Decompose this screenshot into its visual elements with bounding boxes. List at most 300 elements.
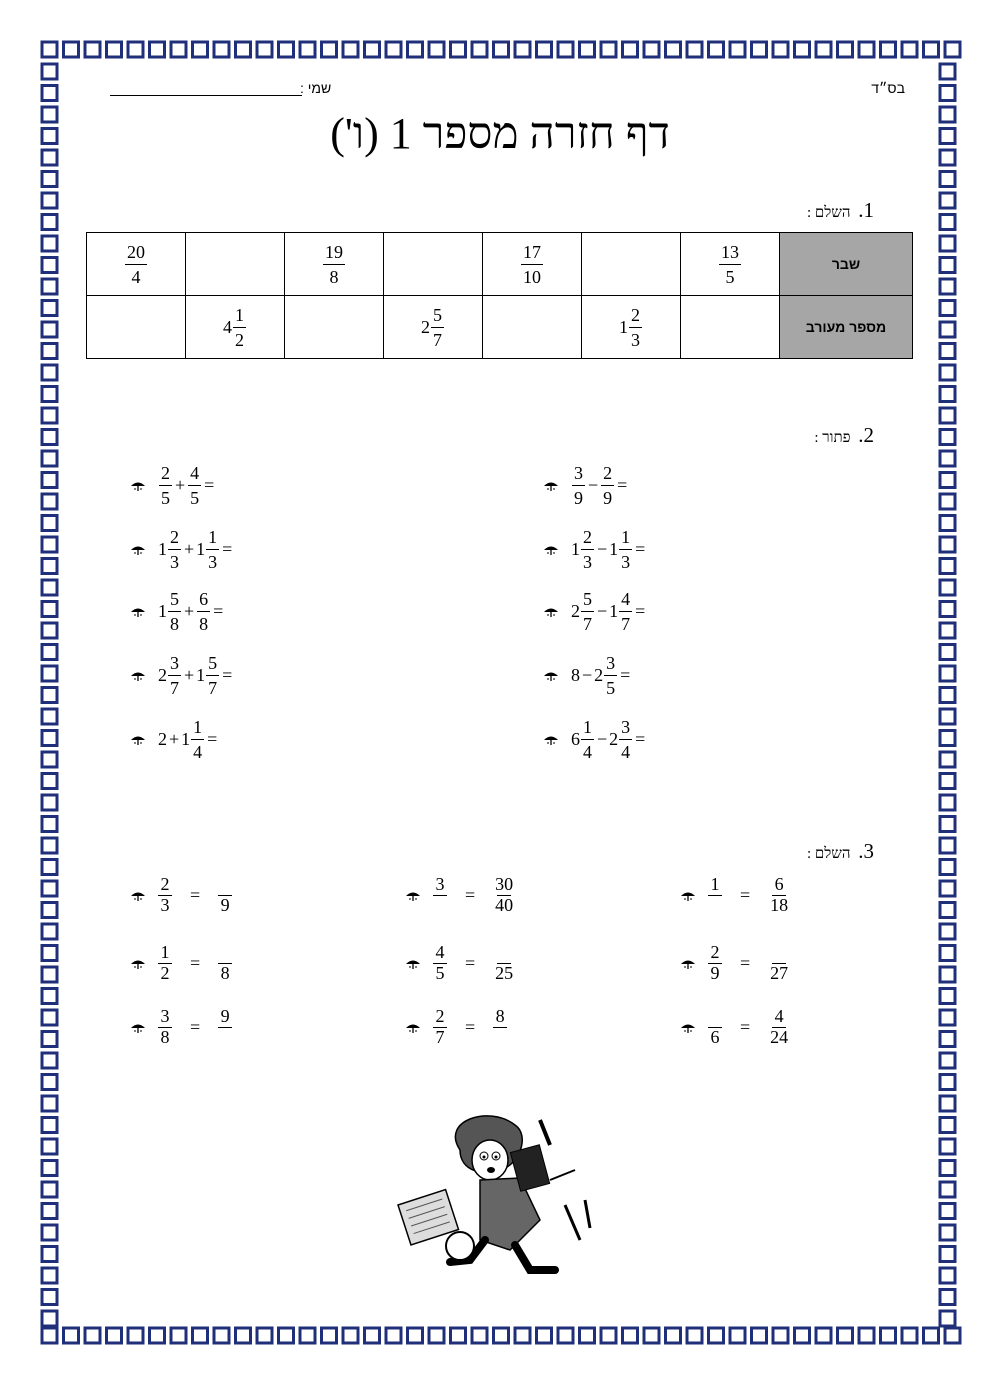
border-tile	[107, 1328, 122, 1343]
whole-number: 2	[158, 729, 167, 749]
equivalence-exercise	[405, 1007, 507, 1048]
exercise-right	[543, 590, 647, 633]
whole-number: 1	[609, 601, 619, 621]
operator: +	[184, 665, 195, 685]
answer-cell-fraction[interactable]	[186, 233, 285, 296]
border-tile	[451, 1328, 466, 1343]
border-tile	[940, 473, 955, 488]
denominator: 7	[170, 678, 179, 698]
denominator: 7	[435, 1027, 445, 1047]
fraction	[233, 306, 246, 349]
border-tile	[171, 1328, 186, 1343]
equals-sign: =	[740, 885, 751, 905]
border-tile	[472, 1328, 487, 1343]
whole-number: 2	[571, 601, 580, 621]
exercise-expression	[571, 654, 632, 697]
border-tile	[940, 623, 955, 638]
border-tile	[408, 42, 423, 57]
fraction	[188, 464, 201, 507]
denominator: 18	[770, 895, 789, 915]
border-tile	[940, 1010, 955, 1025]
border-tile	[42, 408, 57, 423]
numerator: 17	[523, 241, 541, 262]
section2-number: 2.	[858, 423, 874, 447]
border-tile	[42, 838, 57, 853]
denominator: 8	[170, 614, 179, 634]
border-tile	[687, 42, 702, 57]
besd-mark: בס״ד	[871, 80, 905, 96]
blank-numerator[interactable]	[502, 943, 506, 963]
denominator: 9	[603, 488, 613, 508]
row-header-fraction: שבר	[780, 233, 913, 296]
fraction	[125, 243, 147, 286]
denominator: 40	[495, 895, 514, 915]
border-tile	[42, 559, 57, 574]
denominator: 3	[621, 552, 631, 572]
fraction	[768, 943, 790, 984]
fraction	[168, 654, 181, 697]
numerator: 5	[583, 589, 592, 609]
border-tile	[42, 215, 57, 230]
border-tile	[940, 1075, 955, 1090]
border-tile	[42, 344, 57, 359]
border-tile	[494, 1328, 509, 1343]
umbrella-bullet-icon	[130, 544, 146, 556]
border-tile	[42, 387, 57, 402]
border-tile	[940, 301, 955, 316]
border-tile	[940, 387, 955, 402]
border-tile	[42, 881, 57, 896]
border-tile	[940, 1139, 955, 1154]
exercise-expression	[158, 718, 219, 761]
mixed-number	[421, 306, 445, 349]
border-tile	[940, 559, 955, 574]
blank-numerator[interactable]	[777, 943, 781, 963]
denominator: 4	[131, 266, 141, 287]
denominator: 3	[170, 552, 179, 572]
border-tile	[902, 1328, 917, 1343]
border-tile	[515, 1328, 530, 1343]
umbrella-bullet-icon	[130, 480, 146, 492]
denominator: 5	[606, 678, 616, 698]
border-tile	[42, 516, 57, 531]
border-tile	[752, 42, 767, 57]
numerator: 1	[208, 527, 218, 547]
umbrella-bullet-icon	[130, 734, 146, 746]
equals-sign: =	[190, 953, 201, 973]
operator: +	[184, 539, 195, 559]
border-tile	[558, 42, 573, 57]
border-tile	[940, 1290, 955, 1305]
fraction	[218, 943, 232, 984]
border-tile	[429, 42, 444, 57]
border-tile	[42, 580, 57, 595]
blank-numerator[interactable]	[223, 875, 227, 895]
border-tile	[773, 1328, 788, 1343]
border-tile	[42, 817, 57, 832]
numerator: 5	[170, 589, 179, 609]
border-tile	[322, 1328, 337, 1343]
equivalence-exercise	[680, 943, 790, 984]
border-tile	[558, 1328, 573, 1343]
border-tile	[236, 1328, 251, 1343]
border-tile	[623, 1328, 638, 1343]
fraction	[629, 306, 642, 349]
umbrella-bullet-icon	[680, 958, 696, 970]
border-tile	[42, 1075, 57, 1090]
denominator: 25	[495, 963, 514, 983]
denominator: 8	[220, 963, 230, 983]
border-tile	[128, 1328, 143, 1343]
border-tile	[940, 1225, 955, 1240]
whole-number: 6	[571, 729, 580, 749]
answer-cell-mixed[interactable]	[483, 296, 582, 359]
border-tile	[42, 795, 57, 810]
border-tile	[940, 1096, 955, 1111]
border-tile	[940, 451, 955, 466]
numerator: 4	[435, 942, 445, 962]
numerator: 4	[621, 589, 631, 609]
denominator: 4	[193, 742, 203, 762]
border-tile	[42, 1328, 57, 1343]
denominator: 9	[710, 963, 720, 983]
exercise-expression	[158, 528, 234, 571]
whole-number: 2	[158, 665, 167, 685]
umbrella-bullet-icon	[680, 1022, 696, 1034]
border-tile	[940, 946, 955, 961]
border-tile	[42, 602, 57, 617]
border-tile	[42, 322, 57, 337]
blank-denominator[interactable]	[498, 1028, 502, 1048]
numerator: 2	[631, 304, 640, 325]
fraction	[601, 464, 614, 507]
border-tile	[859, 42, 874, 57]
border-tile	[42, 1096, 57, 1111]
border-tile	[924, 42, 939, 57]
denominator: 7	[208, 678, 218, 698]
border-tile	[386, 42, 401, 57]
border-tile	[42, 774, 57, 789]
border-tile	[42, 1053, 57, 1068]
section3-instruction: השלם :	[806, 846, 851, 862]
equivalence-exercise	[130, 943, 232, 984]
equals-sign: =	[190, 1017, 201, 1037]
border-tile	[64, 1328, 79, 1343]
section1-number: 1.	[858, 198, 874, 222]
umbrella-bullet-icon	[130, 890, 146, 902]
fraction-cell	[483, 233, 582, 296]
numerator: 1	[160, 942, 170, 962]
border-tile	[42, 1182, 57, 1197]
border-tile	[42, 1032, 57, 1047]
denominator: 5	[435, 963, 445, 983]
border-tile	[580, 1328, 595, 1343]
exercise-left	[130, 718, 219, 761]
numerator: 4	[190, 463, 200, 483]
border-tile	[940, 967, 955, 982]
umbrella-bullet-icon	[130, 670, 146, 682]
numerator: 30	[495, 874, 514, 894]
border-tile	[838, 42, 853, 57]
numerator: 9	[220, 1006, 230, 1026]
border-tile	[42, 1247, 57, 1262]
border-tile	[940, 709, 955, 724]
fraction	[619, 718, 632, 761]
denominator: 27	[770, 963, 789, 983]
fraction	[197, 590, 210, 633]
fraction	[158, 1007, 172, 1048]
answer-cell-fraction[interactable]	[384, 233, 483, 296]
fraction	[168, 590, 181, 633]
answer-cell-mixed[interactable]	[87, 296, 186, 359]
border-tile	[752, 1328, 767, 1343]
fraction	[768, 1007, 790, 1048]
border-tile	[42, 666, 57, 681]
border-tile	[940, 838, 955, 853]
equals-sign: =	[740, 953, 751, 973]
border-tile	[838, 1328, 853, 1343]
blank-denominator[interactable]	[223, 1028, 227, 1048]
numerator: 3	[621, 717, 631, 737]
border-tile	[85, 42, 100, 57]
umbrella-bullet-icon	[543, 606, 559, 618]
fraction	[218, 875, 232, 916]
numerator: 1	[235, 304, 244, 325]
border-tile	[193, 1328, 208, 1343]
equivalence-exercise	[680, 875, 790, 916]
fraction	[581, 528, 594, 571]
exercise-expression	[158, 590, 225, 633]
whole-number: 1	[619, 316, 628, 337]
exercise-expression	[571, 528, 647, 571]
answer-cell-mixed[interactable]	[285, 296, 384, 359]
fraction	[604, 654, 617, 697]
border-tile	[601, 1328, 616, 1343]
border-tile	[64, 42, 79, 57]
border-tile	[940, 1311, 955, 1326]
border-tile	[816, 42, 831, 57]
border-tile	[816, 1328, 831, 1343]
operator: =	[222, 539, 233, 559]
numerator: 5	[433, 304, 442, 325]
border-tile	[42, 946, 57, 961]
whole-number: 1	[158, 601, 167, 621]
fraction-cell	[87, 233, 186, 296]
border-tile	[666, 42, 681, 57]
border-tile	[279, 42, 294, 57]
border-tile	[42, 451, 57, 466]
numerator: 2	[435, 1006, 445, 1026]
border-tile	[42, 1204, 57, 1219]
numerator: 2	[160, 874, 170, 894]
operator: =	[635, 729, 646, 749]
equivalence-exercise	[130, 1007, 232, 1048]
operator: −	[597, 729, 608, 749]
fraction	[158, 875, 172, 916]
name-line[interactable]	[110, 95, 302, 96]
border-tile	[42, 430, 57, 445]
fraction	[521, 243, 543, 286]
denominator: 3	[160, 895, 170, 915]
fraction	[206, 528, 219, 571]
border-tile	[42, 1010, 57, 1025]
numerator: 3	[160, 1006, 170, 1026]
border-tile	[940, 924, 955, 939]
border-tile	[214, 42, 229, 57]
border-tile	[42, 365, 57, 380]
equals-sign: =	[465, 885, 476, 905]
operator: +	[175, 475, 186, 495]
border-tile	[644, 42, 659, 57]
border-tile	[408, 1328, 423, 1343]
border-tile	[42, 623, 57, 638]
blank-numerator[interactable]	[223, 943, 227, 963]
equivalence-exercise	[405, 943, 515, 984]
equivalence-exercise	[680, 1007, 790, 1048]
fraction	[708, 1007, 722, 1048]
table-row-mixed	[87, 296, 913, 359]
fraction	[431, 306, 444, 349]
numerator: 1	[193, 717, 203, 737]
numerator: 2	[710, 942, 720, 962]
border-tile	[709, 1328, 724, 1343]
border-tile	[940, 236, 955, 251]
operator: =	[204, 475, 215, 495]
border-tile	[709, 42, 724, 57]
border-tile	[940, 1182, 955, 1197]
fraction-cell	[285, 233, 384, 296]
border-tile	[940, 1161, 955, 1176]
border-tile	[795, 42, 810, 57]
border-tile	[537, 42, 552, 57]
border-tile	[42, 258, 57, 273]
border-tile	[236, 42, 251, 57]
border-tile	[940, 1118, 955, 1133]
denominator: 2	[160, 963, 170, 983]
section1-heading	[807, 198, 874, 223]
border-tile	[42, 1139, 57, 1154]
umbrella-bullet-icon	[130, 606, 146, 618]
fraction	[168, 528, 181, 571]
denominator: 5	[161, 488, 170, 508]
border-tile	[42, 279, 57, 294]
umbrella-bullet-icon	[130, 958, 146, 970]
umbrella-bullet-icon	[543, 734, 559, 746]
whole-number: 2	[421, 316, 430, 337]
blank-denominator[interactable]	[713, 896, 717, 916]
fraction	[433, 1007, 447, 1048]
border-tile	[42, 1311, 57, 1326]
fraction	[708, 875, 722, 916]
numerator: 2	[170, 527, 179, 547]
border-tile	[42, 64, 57, 79]
border-tile	[940, 731, 955, 746]
border-tile	[42, 537, 57, 552]
border-tile	[150, 1328, 165, 1343]
border-tile	[940, 516, 955, 531]
exercise-left	[130, 654, 234, 697]
denominator: 10	[523, 266, 541, 287]
exercise-right	[543, 654, 632, 697]
operator: =	[213, 601, 224, 621]
operator: −	[588, 475, 599, 495]
fraction	[433, 943, 447, 984]
border-tile	[42, 1161, 57, 1176]
equals-sign: =	[465, 1017, 476, 1037]
exercise-left	[130, 528, 234, 571]
numerator: 2	[603, 463, 613, 483]
border-tile	[42, 42, 57, 57]
border-tile	[472, 42, 487, 57]
section3-heading	[807, 839, 874, 864]
fraction	[619, 528, 632, 571]
fraction	[493, 943, 515, 984]
border-tile	[940, 258, 955, 273]
fraction	[493, 1007, 507, 1048]
numerator: 20	[127, 241, 145, 262]
exercise-left	[130, 590, 225, 633]
border-tile	[940, 989, 955, 1004]
border-tile	[940, 1204, 955, 1219]
denominator: 3	[583, 552, 592, 572]
equals-sign: =	[465, 953, 476, 973]
border-tile	[386, 1328, 401, 1343]
section2-heading	[814, 423, 874, 448]
border-tile	[128, 42, 143, 57]
border-tile	[940, 752, 955, 767]
mixed-number	[619, 306, 643, 349]
operator: =	[617, 475, 628, 495]
border-tile	[42, 86, 57, 101]
blank-numerator[interactable]	[713, 1007, 717, 1027]
border-tile	[940, 1268, 955, 1283]
border-tile	[940, 408, 955, 423]
denominator: 2	[235, 329, 244, 350]
numerator: 3	[435, 874, 445, 894]
border-tile	[859, 1328, 874, 1343]
umbrella-bullet-icon	[405, 1022, 421, 1034]
border-tile	[940, 881, 955, 896]
border-tile	[429, 1328, 444, 1343]
operator: =	[635, 539, 646, 559]
exercise-expression	[571, 464, 629, 507]
border-tile	[940, 172, 955, 187]
border-tile	[257, 42, 272, 57]
answer-cell-fraction[interactable]	[582, 233, 681, 296]
mixed-number-cell	[186, 296, 285, 359]
mixed-number-cell	[384, 296, 483, 359]
border-tile	[940, 860, 955, 875]
border-tile	[150, 42, 165, 57]
border-tile	[623, 42, 638, 57]
denominator: 3	[631, 329, 640, 350]
border-tile	[940, 344, 955, 359]
umbrella-bullet-icon	[405, 958, 421, 970]
border-tile	[881, 42, 896, 57]
border-tile	[42, 924, 57, 939]
operator: −	[597, 601, 608, 621]
border-tile	[42, 193, 57, 208]
numerator: 2	[161, 463, 170, 483]
answer-cell-mixed[interactable]	[681, 296, 780, 359]
border-tile	[42, 860, 57, 875]
exercise-expression	[571, 590, 647, 633]
blank-denominator[interactable]	[438, 896, 442, 916]
denominator: 4	[583, 742, 592, 762]
numerator: 1	[583, 717, 592, 737]
border-tile	[42, 236, 57, 251]
denominator: 7	[583, 614, 592, 634]
